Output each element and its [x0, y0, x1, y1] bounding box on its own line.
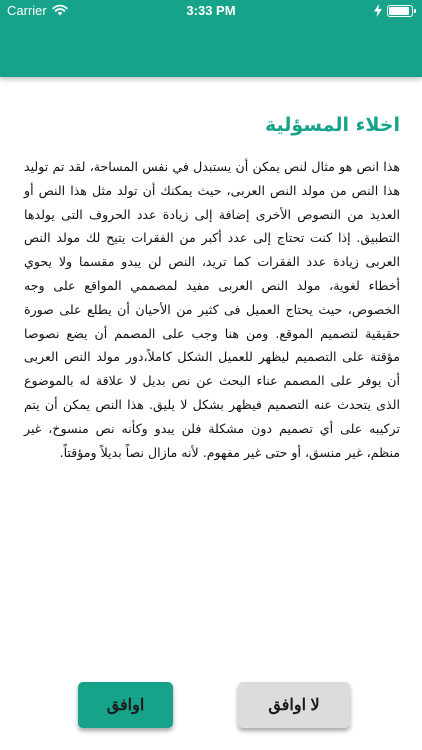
- status-bar: [0, 0, 422, 22]
- charging-icon: [374, 4, 382, 21]
- navigation-bar: [0, 0, 422, 77]
- status-time: 3:33 PM: [186, 3, 236, 18]
- page-title: اخلاء المسؤلية: [264, 114, 400, 136]
- disclaimer-text: هذا انص هو مثال لنص يمكن أن يستبدل في نفس المساحة، لقد تم توليد هذا النص من مولد النص العربى، حيث يمكنك أن تولد مثل هذا النص أو العديد من النصوص الأخرى إضافة إلى زيادة عدد الحروف التى يولدها التطبيق. إذا كنت تحتاج إلى عدد أكبر من الفقرات يتيح لك مولد النص العربى زيادة عدد الفقرات كما تريد، النص لن يبدو مقسما ولا يحوي أخطاء لغوية، مولد النص العربى مفيد لمصممي المواقع على وجه الخصوص، حيث يحتاج العميل فى كثير من الأحيان أن يطلع على صورة حقيقية لتصميم الموقع. ومن هنا وجب على المصمم أن يضع نصوصا مؤقتة على التصميم ليظهر للعميل الشكل كاملاً،دور مولد النص العربى أن يوفر على المصمم عناء البحث عن نص بديل لا علاقة له بالموضوع الذى يتحدث عنه التصميم فيظهر بشكل لا يليق. هذا النص يمكن أن يتم تركيبه على أي تصميم دون مشكلة فلن يبدو وكأنه نص منسوخ، غير منظم، غير منسق، أو حتى غير مفهوم. لأنه مازال نصاً بديلاً ومؤقتاً.: [24, 159, 400, 460]
- disagree-button[interactable]: لا اوافق: [238, 682, 350, 728]
- battery-icon: [387, 5, 413, 17]
- battery-level-fill: [389, 7, 409, 15]
- agree-button[interactable]: اوافق: [78, 682, 173, 728]
- carrier-label: Carrier: [7, 3, 47, 18]
